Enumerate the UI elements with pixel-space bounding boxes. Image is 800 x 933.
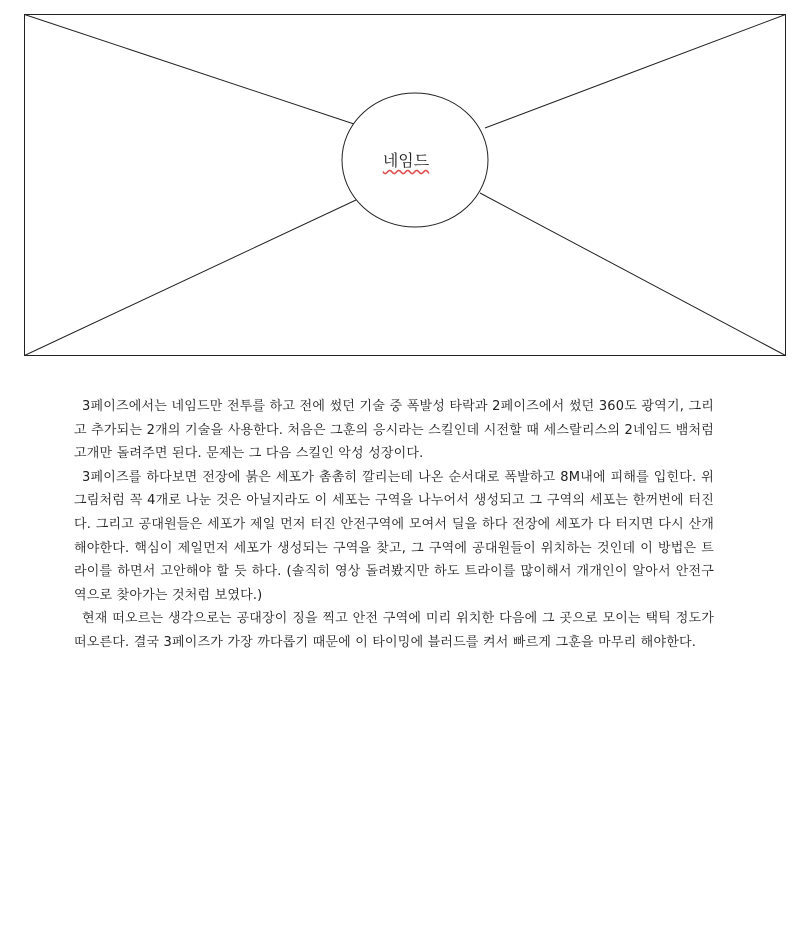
document-body — [74, 395, 714, 655]
paragraph-3: 현재 떠오르는 생각으로는 공대장이 징을 찍고 안전 구역에 미리 위치한 다음에 그 곳으로 모이는 택틱 정도가 떠오른다. 결국 3페이즈가 가장 까다롭기 때문에 이 타이밍에 블러드를 켜서 빠르게 그훈을 마무리 해야한다. — [74, 611, 714, 650]
diagram-center-label: 네임드 — [382, 151, 430, 170]
diagram-svg — [24, 14, 786, 356]
diagram-figure — [24, 14, 786, 356]
paragraph-2: 3페이즈를 하다보면 전장에 붉은 세포가 촘촘히 깔리는데 나온 순서대로 폭발하고 8M내에 피해를 입힌다. 위 그림처럼 꼭 4개로 나눈 것은 아닐지라도 이 세포는 구역을 나누어서 생성되고 그 구역의 세포는 한꺼번에 터진다. 그리고 공대원들은 세포가 제일 먼저 터진 안전구역에 모여서 딜을 하다 전장에 세포가 다 터지면 다시 산개해야한다. 핵심이 제일먼저 세포가 생성되는 구역을 찾고, 그 구역에 공대원들이 위치하는 것인데 이 방법은 트라이를 하면서 고안해야 할 듯 하다. (솔직히 영상 돌려봤지만 하도 트라이를 많이해서 개개인이 알아서 안전구역으로 찾아가는 것처럼 보였다.) — [74, 469, 714, 603]
paragraph-1: 3페이즈에서는 네임드만 전투를 하고 전에 썼던 기술 중 폭발성 타락과 2페이즈에서 썼던 360도 광역기, 그리고 추가되는 2개의 기술을 사용한다. 처음은 그훈의 응시라는 스킬인데 시전할 때 세스랄리스의 2네임드 뱀처럼 고개만 돌려주면 된다. 문제는 그 다음 스킬인 악성 성장이다. — [74, 399, 714, 462]
